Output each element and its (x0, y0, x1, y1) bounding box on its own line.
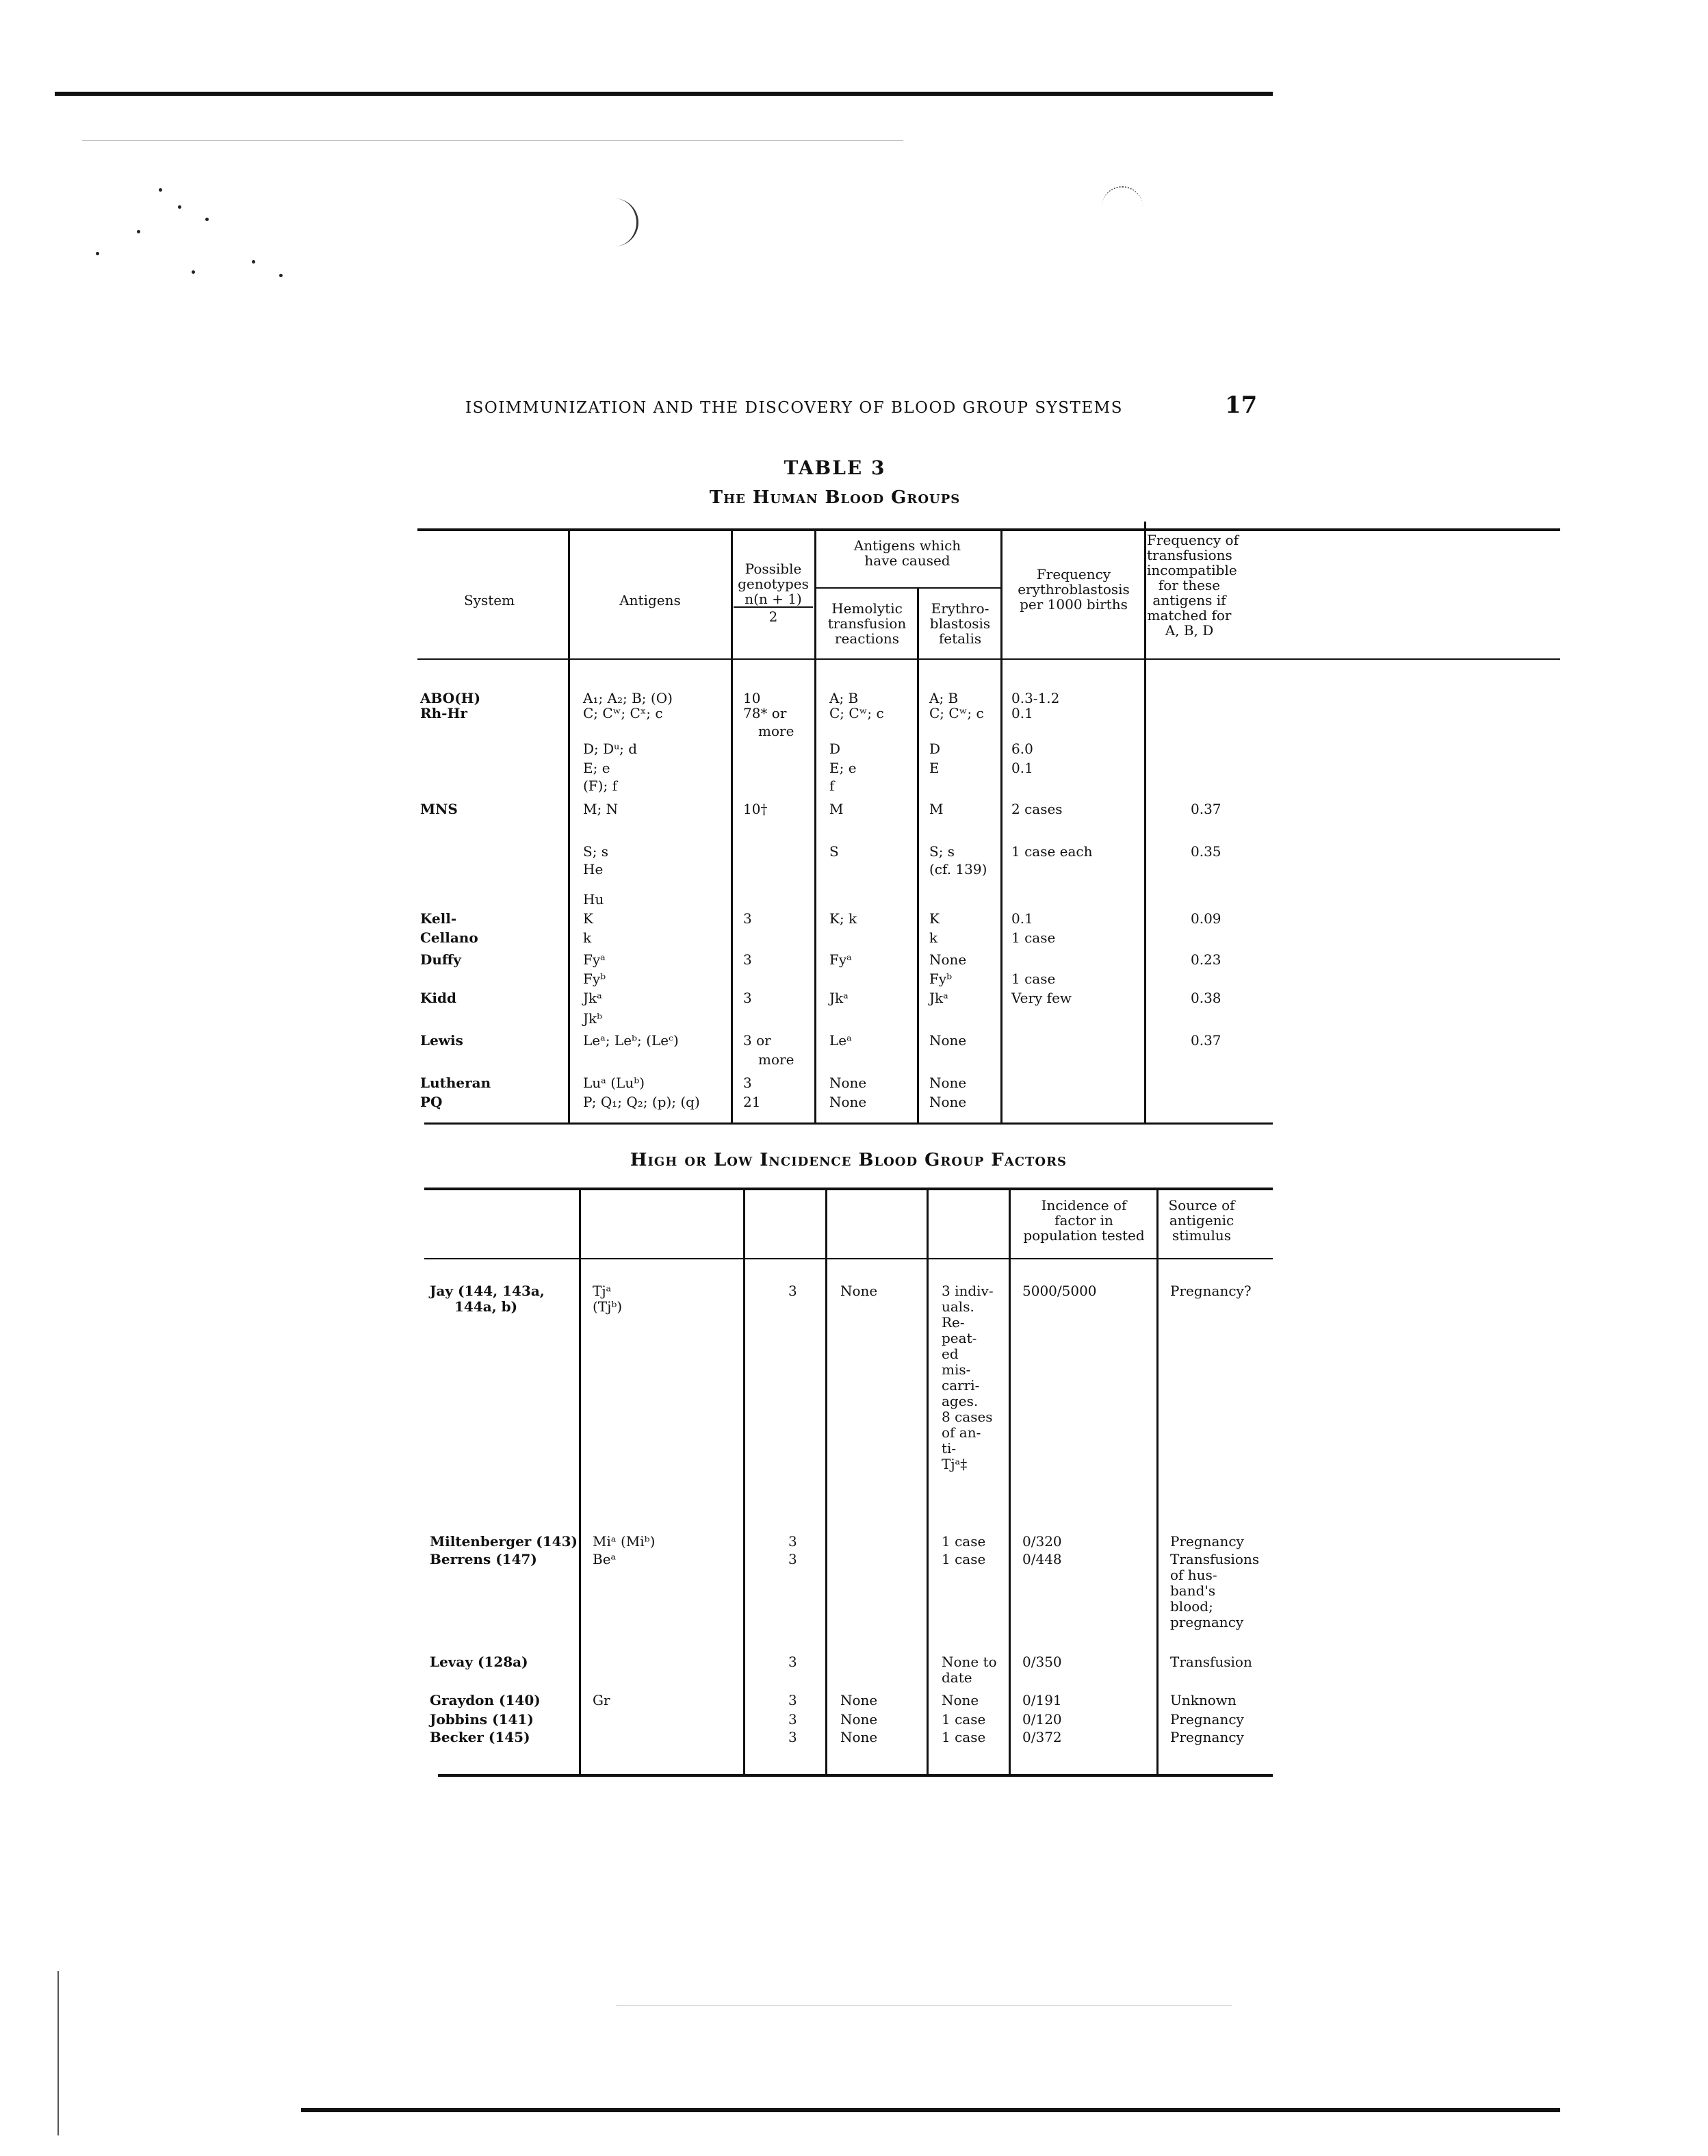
cell-genotypes: 3 (743, 910, 752, 927)
cell-source-line: Pregnancy (1170, 1729, 1244, 1745)
col-divider (568, 531, 570, 1122)
scan-speck (205, 218, 209, 221)
cell-antigens: P; Q₁; Q₂; (p); (q) (583, 1094, 700, 1110)
header-source: Source of (1168, 1197, 1235, 1214)
cell-hemolytic: D (829, 741, 841, 757)
cell-frequency-eryth: 1 case each (1011, 843, 1093, 860)
cell-source-line: Transfusion (1170, 1654, 1252, 1670)
cell-system-line: Berrens (147) (430, 1551, 537, 1567)
cell-fetalis: None (929, 1094, 967, 1110)
header-frequency-transfusions: A, B, D (1165, 622, 1214, 639)
cell-hemolytic: None (829, 1075, 867, 1091)
cell-antigens: (F); f (583, 778, 617, 794)
cell-fetalis-line: date (942, 1669, 972, 1686)
cell-fetalis: A; B (929, 690, 959, 706)
cell-system: Lutheran (420, 1075, 491, 1091)
cell-source-line: Transfusions (1170, 1551, 1260, 1567)
cell-incidence: 5000/5000 (1022, 1283, 1097, 1299)
cell-genotypes: 3 (743, 951, 752, 968)
table1-bottom-rule (424, 1122, 1273, 1125)
cell-antigens: C; Cʷ; Cˣ; c (583, 705, 663, 721)
cell-fetalis: K (929, 910, 940, 927)
cell-system-line: Jay (144, 143a, (430, 1283, 545, 1299)
cell-hemolytic: Jkᵃ (829, 990, 849, 1006)
cell-frequency-eryth: 0.1 (1011, 760, 1033, 776)
cell-hemolytic: Leᵃ (829, 1032, 852, 1049)
scan-noise-line (82, 140, 903, 141)
header-frequency-transfusions: incompatible (1147, 562, 1237, 578)
cell-fetalis: None (929, 951, 967, 968)
cell-frequency-eryth: 1 case (1011, 929, 1056, 946)
caused-subheader-rule (814, 587, 1000, 589)
header-genotypes-line: Possible (745, 561, 802, 577)
header-frequency-eryth: erythroblastosis (1018, 581, 1130, 598)
top-border-rule (55, 92, 1273, 96)
cell-antigens-line: (Tjᵇ) (593, 1298, 623, 1315)
cell-antigens: Jkᵃ (583, 990, 602, 1006)
cell-source-line: Pregnancy? (1170, 1283, 1252, 1299)
cell-antigens: S; s (583, 843, 609, 860)
cell-hemolytic: K; k (829, 910, 857, 927)
cell-frequency-transfusions: 0.37 (1191, 1032, 1221, 1049)
cell-frequency-transfusions: 0.09 (1191, 910, 1221, 927)
cell-system: Rh-Hr (420, 705, 467, 721)
cell-fetalis: k (929, 929, 938, 946)
cell-antigens: Fyᵇ (583, 971, 606, 987)
page-number: 17 (1225, 392, 1258, 419)
cell-system-line: Jobbins (141) (430, 1711, 534, 1728)
col-divider (1000, 531, 1002, 1122)
scan-speck (192, 270, 195, 274)
cell-fetalis-line: Re- (942, 1314, 965, 1331)
table2-top-rule (424, 1188, 1273, 1190)
cell-system: Duffy (420, 951, 461, 968)
cell-fetalis-line: of an- (942, 1424, 981, 1441)
cell-fetalis-line: ti- (942, 1440, 957, 1456)
cell-fetalis: (cf. 139) (929, 861, 987, 877)
cell-antigens: A₁; A₂; B; (O) (583, 690, 673, 706)
cell-antigens: M; N (583, 801, 619, 817)
col-divider (579, 1190, 581, 1774)
cell-fetalis-line: 1 case (942, 1551, 986, 1567)
header-erythro-fetalis: blastosis (929, 615, 991, 632)
cell-genotypes: 3 (788, 1711, 797, 1728)
cell-hemolytic: None (829, 1094, 867, 1110)
cell-genotypes: 3 (788, 1654, 797, 1670)
cell-genotypes: 10† (743, 801, 768, 817)
cell-genotypes: 3 (788, 1692, 797, 1708)
cell-genotypes: 21 (743, 1094, 761, 1110)
cell-antigens: E; e (583, 760, 610, 776)
cell-antigens: k (583, 929, 592, 946)
cell-frequency-eryth: 1 case (1011, 971, 1056, 987)
cell-fetalis: None (929, 1075, 967, 1091)
cell-incidence: 0/448 (1022, 1551, 1062, 1567)
cell-fetalis-line: 8 cases (942, 1409, 993, 1425)
cell-hemolytic: Fyᵃ (829, 951, 852, 968)
cell-fetalis-line: None to (942, 1654, 997, 1670)
cell-fetalis: E (929, 760, 940, 776)
cell-antigens-line: Miᵃ (Miᵇ) (593, 1533, 656, 1550)
cell-source-line: blood; (1170, 1598, 1213, 1615)
header-erythro-fetalis: Erythro- (931, 600, 989, 617)
cell-source-line: of hus- (1170, 1567, 1217, 1583)
cell-genotypes: 10 (743, 690, 761, 706)
cell-fetalis-line: uals. (942, 1298, 974, 1315)
cell-fetalis: None (929, 1032, 967, 1049)
cell-source-line: Pregnancy (1170, 1533, 1244, 1550)
cell-system: Cellano (420, 929, 478, 946)
table-title: The Human Blood Groups (709, 487, 961, 508)
cell-antigens: Jkᵇ (583, 1010, 603, 1027)
cell-incidence: 0/372 (1022, 1729, 1062, 1745)
cell-antigens: Fyᵃ (583, 951, 606, 968)
cell-antigens: D; Dᵘ; d (583, 741, 638, 757)
col-divider (814, 531, 816, 1122)
cell-incidence: 0/120 (1022, 1711, 1062, 1728)
col-divider (917, 589, 919, 1122)
header-incidence: population tested (1023, 1227, 1145, 1244)
cell-genotypes: 78* or (743, 705, 787, 721)
cell-system-line: Miltenberger (143) (430, 1533, 578, 1550)
cell-fetalis-line: ed (942, 1346, 959, 1362)
header-frequency-transfusions: Frequency of (1147, 532, 1239, 548)
cell-system: MNS (420, 801, 458, 817)
header-hemolytic: reactions (834, 630, 900, 647)
header-system: System (463, 592, 515, 608)
cell-hemolytic: f (829, 778, 835, 794)
cell-incidence: 0/191 (1022, 1692, 1062, 1708)
cell-genotypes: more (758, 1051, 794, 1068)
cell-antigens-line: Tjᵃ (593, 1283, 612, 1299)
running-head: ISOIMMUNIZATION AND THE DISCOVERY OF BLOOD GROUP SYSTEMS (465, 399, 1123, 417)
cell-genotypes: 3 (743, 1075, 752, 1091)
cell-frequency-eryth: Very few (1011, 990, 1072, 1006)
cell-hemolytic: A; B (829, 690, 859, 706)
col-divider (1156, 1190, 1159, 1774)
cell-hemolytic: E; e (829, 760, 857, 776)
col-divider (1144, 522, 1146, 1122)
left-scan-edge (57, 1971, 59, 2135)
cell-antigens: Hu (583, 891, 604, 908)
col-divider (927, 1190, 929, 1774)
cell-system: Kell- (420, 910, 457, 927)
scan-speck (159, 188, 162, 192)
table2-bottom-rule (438, 1774, 1273, 1777)
scan-speck (178, 205, 181, 209)
cell-fetalis: Fyᵇ (929, 971, 953, 987)
cell-antigens: He (583, 861, 604, 877)
cell-system-line: Graydon (140) (430, 1692, 541, 1708)
header-source: stimulus (1172, 1227, 1232, 1244)
cell-antigens-line: Gr (593, 1692, 610, 1708)
cell-hemolytic: S (829, 843, 839, 860)
cell-genotypes: 3 (788, 1533, 797, 1550)
cell-antigens: Luᵃ (Luᵇ) (583, 1075, 645, 1091)
scan-speck (137, 230, 140, 233)
cell-fetalis-line: mis- (942, 1361, 971, 1378)
cell-frequency-eryth: 0.1 (1011, 705, 1033, 721)
cell-fetalis-line: Tjᵃ‡ (942, 1456, 968, 1472)
cell-fetalis-line: None (942, 1692, 979, 1708)
scan-arc (1102, 186, 1143, 215)
cell-genotypes: 3 (788, 1551, 797, 1567)
header-erythro-fetalis: fetalis (938, 630, 982, 647)
header-frequency-transfusions: antigens if (1152, 592, 1226, 608)
cell-system-line: Levay (128a) (430, 1654, 528, 1670)
cell-frequency-transfusions: 0.38 (1191, 990, 1221, 1006)
cell-source-line: pregnancy (1170, 1614, 1244, 1630)
table-number: TABLE 3 (784, 457, 886, 479)
cell-fetalis: C; Cʷ; c (929, 705, 984, 721)
cell-system: PQ (420, 1094, 443, 1110)
scan-arc (595, 198, 638, 246)
cell-frequency-transfusions: 0.37 (1191, 801, 1221, 817)
cell-fetalis: Jkᵃ (929, 990, 948, 1006)
cell-hemolytic: M (829, 801, 844, 817)
cell-system: Kidd (420, 990, 456, 1006)
header-genotypes-line: n(n + 1) (734, 591, 813, 608)
cell-source-line: band's (1170, 1582, 1216, 1599)
header-genotypes-line: 2 (768, 608, 778, 625)
cell-incidence: 0/320 (1022, 1533, 1062, 1550)
cell-antigens: Leᵃ; Leᵇ; (Leᶜ) (583, 1032, 679, 1049)
cell-hemolytic: None (840, 1729, 878, 1745)
header-incidence: Incidence of (1041, 1197, 1127, 1214)
table1-header-rule (417, 658, 1560, 660)
cell-fetalis: S; s (929, 843, 955, 860)
header-genotypes-line: genotypes (738, 576, 809, 592)
header-antigens: Antigens (619, 592, 681, 608)
cell-fetalis-line: 3 indiv- (942, 1283, 994, 1299)
cell-system: ABO(H) (420, 690, 481, 706)
cell-source-line: Pregnancy (1170, 1711, 1244, 1728)
cell-genotypes: 3 (788, 1729, 797, 1745)
cell-genotypes: more (758, 723, 794, 739)
table1-top-rule (417, 528, 1560, 531)
cell-hemolytic: C; Cʷ; c (829, 705, 884, 721)
cell-incidence: 0/350 (1022, 1654, 1062, 1670)
table2-header-rule (424, 1258, 1273, 1259)
cell-antigens-line: Beᵃ (593, 1551, 617, 1567)
header-frequency-eryth: per 1000 births (1020, 596, 1128, 613)
cell-system-line: Becker (145) (430, 1729, 530, 1745)
header-frequency-transfusions: transfusions (1147, 547, 1232, 563)
cell-system: Lewis (420, 1032, 463, 1049)
header-frequency-transfusions: for these (1158, 577, 1221, 593)
header-hemolytic: transfusion (827, 615, 907, 632)
cell-fetalis: D (929, 741, 941, 757)
cell-fetalis: M (929, 801, 944, 817)
scan-noise-line (616, 2005, 1232, 2006)
header-incidence: factor in (1054, 1212, 1113, 1229)
scan-speck (96, 252, 99, 255)
cell-source-line: Unknown (1170, 1692, 1237, 1708)
cell-frequency-eryth: 6.0 (1011, 741, 1033, 757)
header-frequency-transfusions: matched for (1147, 607, 1232, 624)
cell-antigens: K (583, 910, 593, 927)
cell-fetalis-line: peat- (942, 1330, 977, 1346)
cell-genotypes: 3 (788, 1283, 797, 1299)
bottom-border-rule (301, 2108, 1560, 2112)
scan-speck (252, 260, 255, 264)
cell-frequency-transfusions: 0.35 (1191, 843, 1221, 860)
scan-speck (279, 274, 283, 277)
cell-frequency-eryth: 0.1 (1011, 910, 1033, 927)
header-caused-group: have caused (864, 552, 950, 569)
header-hemolytic: Hemolytic (831, 600, 903, 617)
col-divider (731, 531, 733, 1122)
cell-hemolytic: None (840, 1283, 878, 1299)
header-frequency-eryth: Frequency (1036, 566, 1111, 582)
col-divider (825, 1190, 827, 1774)
col-divider (743, 1190, 745, 1774)
cell-hemolytic: None (840, 1711, 878, 1728)
cell-fetalis-line: 1 case (942, 1533, 986, 1550)
header-source: antigenic (1169, 1212, 1234, 1229)
col-divider (1009, 1190, 1011, 1774)
section-title: High or Low Incidence Blood Group Factors (630, 1150, 1068, 1170)
cell-fetalis-line: carri- (942, 1377, 980, 1394)
cell-genotypes: 3 (743, 990, 752, 1006)
cell-fetalis-line: 1 case (942, 1729, 986, 1745)
cell-hemolytic: None (840, 1692, 878, 1708)
cell-system-line: 144a, b) (454, 1298, 518, 1315)
cell-fetalis-line: ages. (942, 1393, 979, 1409)
cell-fetalis-line: 1 case (942, 1711, 986, 1728)
cell-genotypes: 3 or (743, 1032, 771, 1049)
cell-frequency-transfusions: 0.23 (1191, 951, 1221, 968)
cell-frequency-eryth: 2 cases (1011, 801, 1063, 817)
cell-frequency-eryth: 0.3-1.2 (1011, 690, 1060, 706)
header-caused-group: Antigens which (853, 537, 961, 554)
